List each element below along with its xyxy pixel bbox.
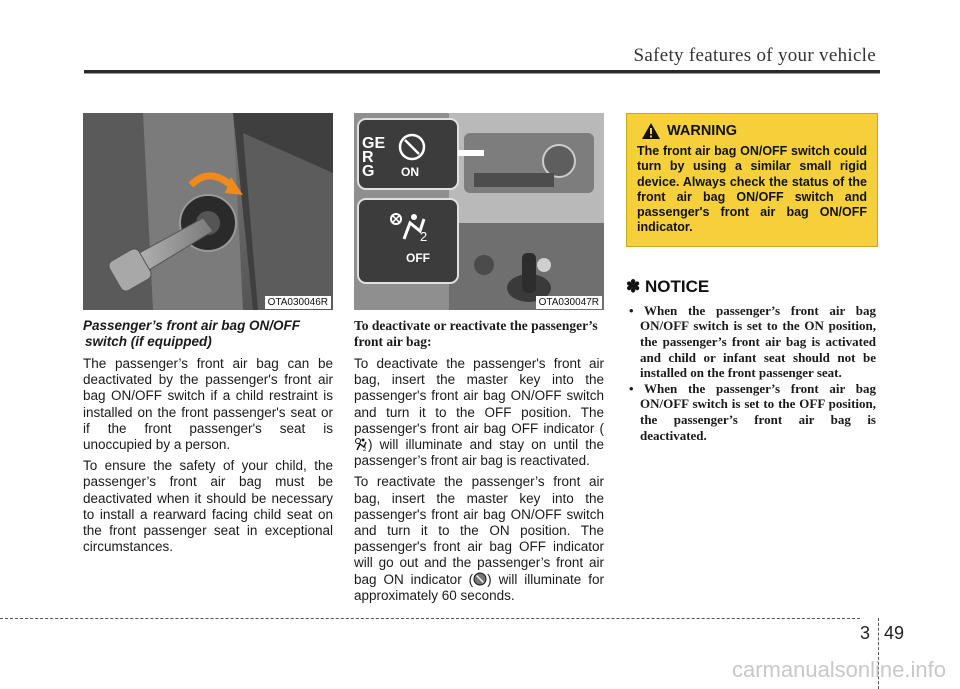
middle-column (354, 113, 604, 604)
airbag-switch-photo (83, 113, 333, 310)
warning-title: WARNING (667, 123, 738, 139)
warning-box (626, 113, 878, 247)
right-column (626, 113, 876, 443)
notice-title: ✽ NOTICE (626, 276, 710, 296)
caption-line-2: switch (if equipped) (85, 334, 212, 349)
paragraph (354, 474, 604, 604)
page-number: 49 (884, 623, 905, 643)
caption-line-1: Passenger’s front air bag ON/OFF (83, 318, 301, 333)
indicator-on-label: ON (401, 165, 419, 179)
svg-text:2: 2 (363, 447, 367, 452)
dashboard-indicator-photo (354, 113, 604, 310)
indicator-off-label: OFF (406, 251, 430, 265)
warning-text: The front air bag ON/OFF switch could turn by using a similar small rigid device. Always check the status of the front air bag ON/OFF switch and passenger's front air bag ON/OFF indicator. (637, 144, 867, 235)
photo-id: OTA030047R (536, 296, 602, 309)
section-caption (83, 318, 333, 350)
section-title: Safety features of your vehicle (633, 45, 876, 66)
airbag-off-indicator-icon (354, 437, 368, 451)
paragraph: The passenger’s front air bag can be deactivated by the passenger's front air bag ON/OFF switch if a child restraint is installed on the front passenger's seat or if the front passenger's seat is unoccupied by a person. (83, 356, 333, 453)
notice-item: • When the passenger’s front air bag ON/OFF switch is set to the OFF position, the passenger’s front air bag is deactivated. (629, 380, 876, 443)
subheading: To deactivate or reactivate the passenger’s front air bag: (354, 318, 598, 349)
paragraph-part: ) will illuminate for approximately 60 seconds. (354, 571, 604, 603)
dashboard-illustration (354, 113, 604, 310)
paragraph: To ensure the safety of your child, the passenger’s front air bag must be deactivated when it should be necessary to install a rearward facing child seat on the front passenger seat in exceptional circumstances. (83, 458, 333, 555)
paragraph (354, 356, 604, 469)
airbag-switch-illustration (83, 113, 333, 310)
header-rule-light (84, 73, 880, 74)
photo-id: OTA030046R (265, 296, 331, 309)
notice-item: • When the passenger’s front air bag ON/OFF switch is set to the ON position, the passenger’s front air bag is activated and child or infant seat should not be installed on the front passenger seat. (629, 302, 876, 381)
paragraph-part: To deactivate the passenger's front air bag, insert the master key into the passenger's front air bag ON/OFF switch and turn it to the OFF position. The passenger's front air bag OFF indicator ( (354, 356, 604, 436)
left-column (83, 113, 333, 555)
notice-list (626, 303, 876, 443)
indicator-partial-text: GER G (362, 135, 386, 180)
footer-rule (0, 618, 860, 619)
paragraph-part: ) will illuminate and stay on until the passenger’s front air bag is reactivated. (354, 437, 604, 469)
watermark: carmanualsonline.info (731, 657, 946, 682)
paragraph-part: To reactivate the passenger’s front air bag, insert the master key into the passenger's front air bag ON/OFF switch and turn it to the ON position. The passenger's front air bag OFF indicator will go out and the passenger’s front air bag ON indicator ( (354, 474, 604, 587)
svg-text:2: 2 (420, 229, 428, 244)
warning-triangle-icon (641, 122, 661, 140)
airbag-on-indicator-icon (473, 572, 487, 586)
chapter-number: 3 (860, 623, 871, 643)
warning-header (641, 122, 867, 140)
